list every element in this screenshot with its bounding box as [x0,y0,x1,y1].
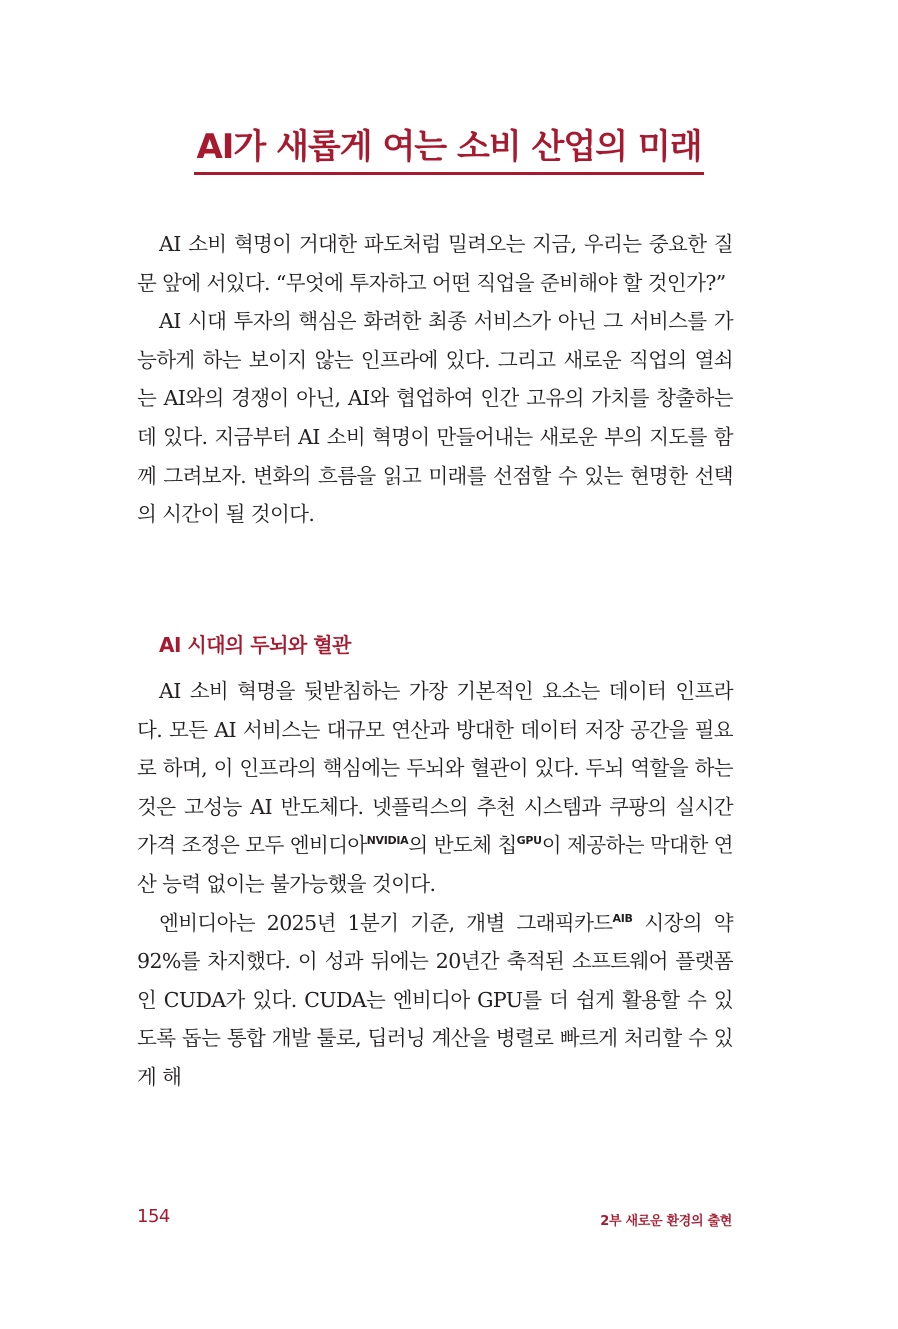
section-text [137,672,733,1097]
paragraph-text: AI 소비 혁명을 뒷받침하는 가장 기본적인 요소는 데이터 인프라다. 모든 AI 서비스는 대규모 연산과 방대한 데이터 저장 공간을 필요로 하며, 이 인프라의 핵심에는 두뇌와 혈관이 있다. 두뇌 역할을 하는 것은 고성능 AI 반도체다. 넷플릭스의 추천 시스템과 쿠팡의 실시간 가격 조정은 모두 엔비디아 [137,679,733,858]
paragraph-text: 이 제공하는 막대한 연산 능력 없이는 불가능했을 것이다. [137,833,733,896]
chapter-title-wrap [0,125,898,175]
superscript-annotation: GPU [516,834,542,848]
running-head: 2부 새로운 환경의 출현 [600,1214,732,1229]
paragraph-text: 엔비디아는 2025년 1분기 기준, 개별 그래픽카드 [159,910,613,935]
intro-paragraph-2: AI 시대 투자의 핵심은 화려한 최종 서비스가 아닌 그 서비스를 가능하게 하는 보이지 않는 인프라에 있다. 그리고 새로운 직업의 열쇠는 AI와의 경쟁이 아닌, AI와 협업하여 인간 고유의 가치를 창출하는 데 있다. 지금부터 AI 소비 혁명이 만들어내는 새로운 부의 지도를 함께 그려보자. 변화의 흐름을 읽고 미래를 선점할 수 있는 현명한 선택의 시간이 될 것이다. [137,309,733,527]
paragraph-text: 시장의 약 92%를 차지했다. 이 성과 뒤에는 20년간 축적된 소프트웨어 플랫폼인 CUDA가 있다. CUDA는 엔비디아 GPU를 더 쉽게 활용할 수 있도록 돕는 통합 개발 툴로, 딥러닝 계산을 병렬로 빠르게 처리할 수 있게 해 [137,910,733,1089]
section-paragraph-2 [137,904,733,1097]
superscript-annotation: AIB [612,911,633,925]
intro-paragraph-1: AI 소비 혁명이 거대한 파도처럼 밀려오는 지금, 우리는 중요한 질문 앞에 서있다. “무엇에 투자하고 어떤 직업을 준비해야 할 것인가?” [137,232,733,295]
paragraph-text: 의 반도체 칩 [408,833,517,858]
superscript-annotation: NVIDIA [366,834,409,848]
section-heading: AI 시대의 두뇌와 혈관 [159,633,351,657]
chapter-title: AI가 새롭게 여는 소비 산업의 미래 [194,125,703,175]
section-paragraph-1 [137,672,733,904]
intro-text [137,225,733,534]
page-number: 154 [137,1206,170,1227]
